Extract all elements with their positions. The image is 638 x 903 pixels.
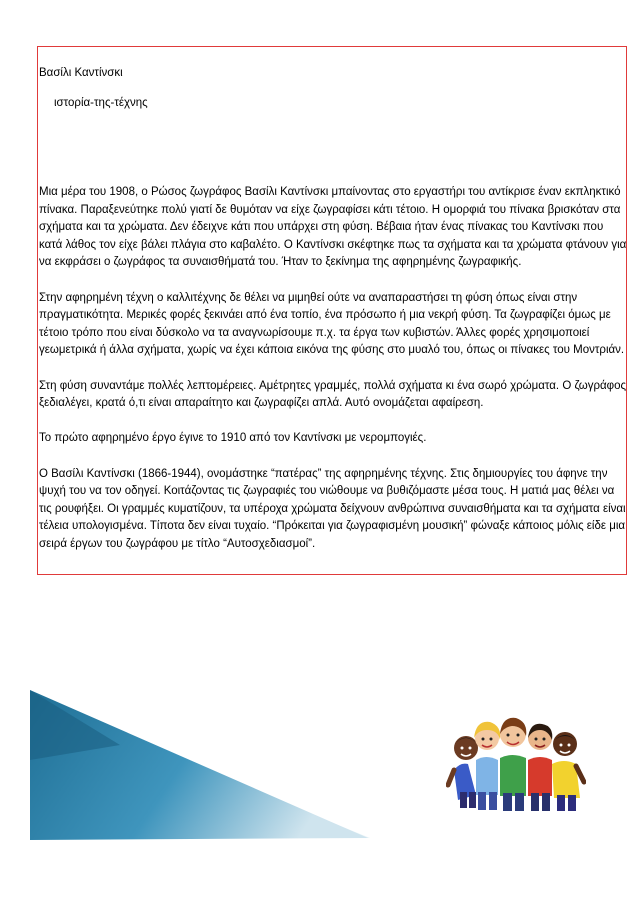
author-name: Βασίλι Καντίνσκι <box>39 67 123 79</box>
paragraph: Στη φύση συναντάμε πολλές λεπτομέρειες. Αμέτρητες γραμμές, πολλά σχήματα κι ένα σωρό χρώματα. Ο ζωγράφος ξεδιαλέγει, κρατά ό,τι είναι απαραίτητο και ζωγραφίζει απλά. Αυτό ονομάζεται αφαίρεση. <box>39 379 627 410</box>
paragraph: Μια μέρα του 1908, ο Ρώσος ζωγράφος Βασίλι Καντίνσκι μπαίνοντας στο εργαστήρι του αντίκρισε έναν εκπληκτικό πίνακα. Παραξενεύτηκε πολύ γιατί δε θυμόταν να είχε ζωγραφίσει κάτι τέτοιο. Η ομορφιά του πίνακα βρισκόταν στα σχήματα και τα χρώματα. Δεν έδειχνε κάτι που υπάρχει στη φύση. Βέβαια ήταν ένας πίνακας του Καντίνσκι που κατά λάθος τον είχε βάλει πλάγια στο καβαλέτο. Ο Καντίνσκι σκέφτηκε πως τα σχήματα και τα χρώματα φτάνουν για να εκφράσει ο ζωγράφος τα συναισθήματά του. Ήταν το ξεκίνημα της αφηρημένης ζωγραφικής. <box>39 186 627 269</box>
kid-3 <box>500 718 526 811</box>
kid-1 <box>448 736 478 808</box>
text-frame <box>37 46 627 575</box>
triangle-shadow <box>30 690 120 760</box>
article-body <box>39 184 627 553</box>
paragraph: Στην αφηρημένη τέχνη ο καλλιτέχνης δε θέλει να μιμηθεί ούτε να αναπαραστήσει τη φύση όπως είναι στην πραγματικότητα. Μερικές φορές ξεκινάει από ένα τοπίο, ένα πρόσωπο ή μια νεκρή φύση. Τα ζωγραφίζει όμως με τέτοιο τρόπο που είναι δύσκολο να τα αναγνωρίσουμε π.χ. τα έργα των κυβιστών. Άλλες φορές χρησιμοποιεί γεωμετρικά ή άλλα σχήματα, χωρίς να έχει κάποια εικόνα της φύσης στο μυαλό του, όπως οι πίνακες του Μοντριάν. <box>39 291 625 357</box>
kid-2 <box>474 722 500 810</box>
subject-tag: ιστορία-της-τέχνης <box>54 97 148 109</box>
children-clipart <box>446 700 586 815</box>
paragraph: Το πρώτο αφηρημένο έργο έγινε το 1910 από τον Καντίνσκι με νερομπογιές. <box>39 432 427 445</box>
paragraph: Ο Βασίλι Καντίνσκι (1866-1944), ονομάστηκε “πατέρας” της αφηρημένης τέχνης. Στις δημιουργίες του άφηνε την ψυχή του να τον οδηγεί. Κοιτάζοντας τις ζωγραφιές του νιώθουμε να βυθιζόμαστε μέσα τους. Η ματιά μας θέλει να τις ρουφήξει. Οι γραμμές κυματίζουν, τα υπέροχα χρώματα δείχνουν ανθρώπινα συναισθήματα και τα σχήματα είναι τέλεια υπολογισμένα. Τίποτα δεν είναι τυχαίο. “Πρόκειται για ζωγραφισμένη μουσική” φώναξε κάποιος μόλις είδε μια σειρά έργων του ζωγράφου με τίτλο “Αυτοσχεδιασμοί”. <box>39 467 626 550</box>
triangle-light <box>30 700 370 838</box>
triangle-main <box>30 690 368 840</box>
kid-5 <box>552 732 584 811</box>
kid-4 <box>528 724 552 811</box>
